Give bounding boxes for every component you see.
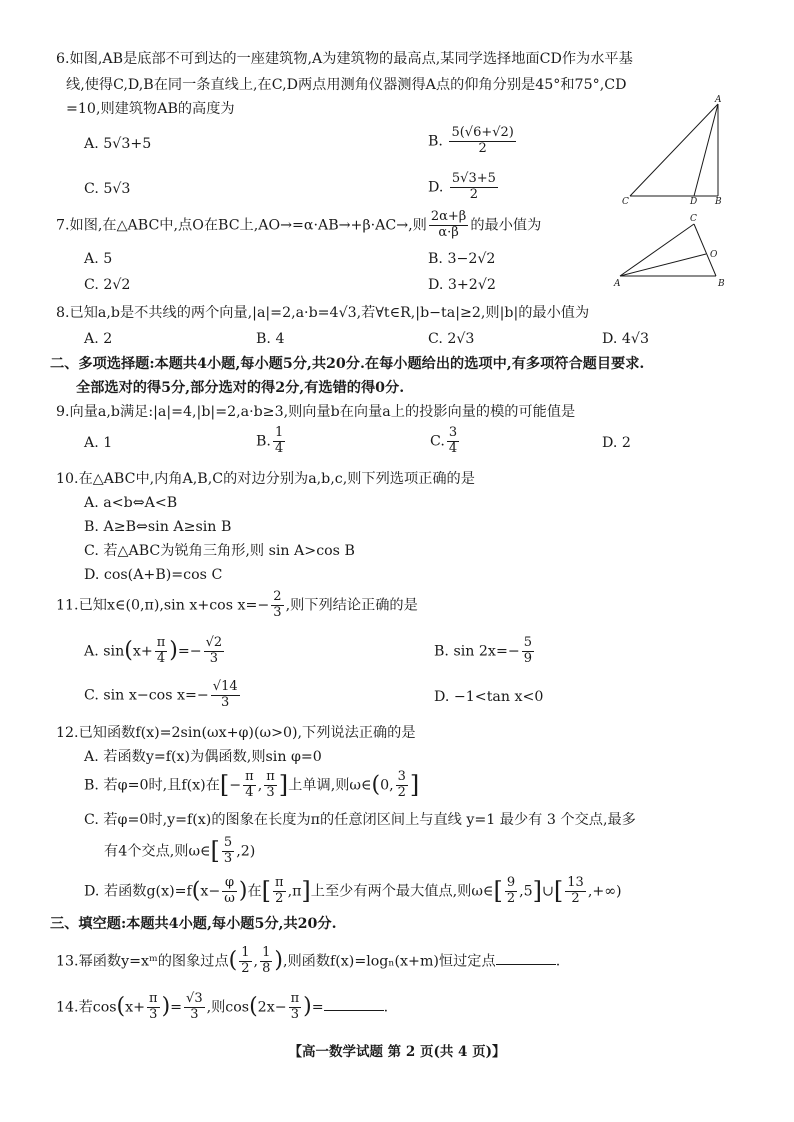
q12-c-a: 有4个交点,则ω∈ [104, 843, 211, 860]
q7-stem [56, 210, 541, 241]
q11-a-pi-num: π [156, 635, 166, 650]
q12-d-rbracket2: ] [532, 877, 543, 905]
q12-d-frac1 [222, 876, 237, 907]
q14-frac1 [147, 992, 160, 1023]
q9-stem: 9.向量a,b满足:|a|=4,|b|=2,a·b≥3,则向量b在向量a上的投影向量的模的可能值是 [56, 404, 576, 420]
q6-figure [618, 92, 728, 206]
q6-b-den: 2 [478, 140, 487, 156]
q12-d-n2: π [275, 875, 284, 891]
q11-a-pi-den: 4 [156, 650, 166, 666]
q11-b-num: 5 [523, 635, 532, 650]
section2-line2: 全部选对的得5分,部分选对的得2分,有选错的得0分. [76, 380, 405, 396]
q12-d-n1: φ [222, 876, 237, 892]
q12-b-lbracket: [ [219, 771, 230, 799]
q12-c-d: 3 [223, 851, 233, 867]
q14-answer-blank[interactable] [324, 996, 384, 1011]
q7-num: 2α+β [430, 209, 467, 224]
q12-b-b: 上单调,则ω∈ [288, 777, 372, 794]
q11-stem-den: 3 [273, 604, 282, 620]
q6-b-num: 5(√6+√2) [451, 125, 514, 140]
q9-option-c [430, 426, 461, 457]
q11-a-num: √2 [205, 635, 223, 650]
q14-n2: √3 [186, 991, 203, 1006]
q13-d1: 2 [241, 960, 250, 976]
q12-option-d [84, 876, 622, 907]
q9-c-num: 3 [448, 425, 458, 440]
q12-d-c: ,π [287, 883, 302, 900]
q12-d-n4: 13 [567, 875, 584, 891]
q13-period: . [555, 953, 561, 970]
q11-option-b [434, 636, 536, 667]
q14-lparen2: ( [249, 994, 258, 1020]
q10-option-a: A. a<b⇔A<B [84, 495, 178, 511]
q12-d-d4: 2 [571, 891, 580, 907]
q6-d-num: 5√3+5 [451, 171, 496, 186]
q8-option-a: A. 2 [84, 331, 113, 347]
q11-a-eq: =− [177, 643, 202, 660]
q11-c-frac [211, 680, 240, 711]
q11-a-rparen: ) [169, 638, 178, 664]
q6-side-da [694, 104, 718, 196]
q12-b-d1: 4 [245, 785, 254, 801]
q13-d2: 8 [262, 960, 271, 976]
q9-option-a: A. 1 [84, 435, 113, 451]
q6-label-c: C [622, 197, 629, 206]
q12-b-minus: − [229, 777, 242, 794]
q11-stem-num: 2 [273, 589, 282, 604]
q12-d-g: ∪ [542, 883, 554, 900]
q14-frac2 [184, 992, 205, 1023]
q12-b-frac3 [396, 770, 408, 801]
q13-n2: 1 [262, 945, 271, 960]
q12-d-lparen: ( [191, 878, 201, 904]
q12-option-b [84, 770, 419, 801]
q12-b-lparen: ( [371, 772, 381, 798]
q14-d2: 3 [190, 1006, 199, 1022]
q6-side-ca [630, 104, 718, 196]
q12-b-frac1 [243, 770, 256, 801]
q12-d-lbracket: [ [261, 877, 272, 905]
q11-b-frac [522, 636, 534, 667]
q14-frac3 [289, 992, 302, 1023]
q11-a-frac [204, 636, 225, 667]
q14-lparen1: ( [116, 994, 126, 1020]
q11-b-den: 9 [523, 650, 532, 666]
q14-rparen2: ) [303, 994, 312, 1020]
q12-d-d2: 2 [275, 891, 284, 907]
q13-frac1 [239, 946, 251, 977]
q10-option-c: C. 若△ABC为锐角三角形,则 sin A>cos B [84, 543, 355, 559]
q11-a-lparen: ( [124, 638, 133, 664]
q6-label-a: A [715, 95, 722, 105]
q7-option-d: D. 3+2√2 [428, 277, 496, 293]
q12-b-d2: 3 [266, 785, 275, 801]
q11-a-pi-frac [155, 636, 168, 667]
q6-option-d-prefix: D. [428, 179, 444, 196]
q12-stem: 12.已知函数f(x)=2sin(ωx+φ)(ω>0),下列说法正确的是 [56, 725, 416, 741]
q6-option-d-frac [450, 172, 498, 203]
q7-side-ac [620, 224, 694, 276]
q12-b-n2: π [266, 769, 275, 785]
q12-b-n1: π [245, 769, 254, 785]
q7-label-a: A [614, 279, 621, 289]
q12-c-frac [222, 836, 234, 867]
q7-label-b: B [718, 279, 725, 289]
q8-option-d: D. 4√3 [602, 331, 649, 347]
q14-a: 14.若cos [56, 999, 117, 1016]
q6-option-c: C. 5√3 [84, 181, 131, 197]
q7-stem-a: 7.如图,在△ABC中,点O在BC上,AO→=α·AB→+β·AC→,则 [56, 217, 427, 234]
q11-option-c [84, 680, 242, 711]
q12-option-c-line1: C. 若φ=0时,y=f(x)的图象在长度为π的任意闭区间上与直线 y=1 最少有 3 个交点,最多 [84, 812, 636, 828]
q14-c: = [311, 999, 324, 1016]
q11-c-prefix: C. sin x−cos x=− [84, 687, 209, 704]
q12-b-rbracket2: ] [409, 771, 420, 799]
q13-lparen: ( [228, 948, 238, 974]
q12-b-n3: 3 [397, 769, 406, 785]
q13-a: 13.幂函数y=xᵐ的图象过点 [56, 953, 229, 970]
q14-rparen1: ) [161, 994, 171, 1020]
q7-label-o: O [710, 250, 718, 260]
q11-a-den: 3 [209, 650, 219, 666]
q9-option-c-prefix: C. [430, 433, 445, 450]
q12-d-a: D. 若函数g(x)=f [84, 883, 192, 900]
q14-period: . [383, 999, 389, 1016]
q9-option-b-prefix: B. [256, 433, 271, 450]
q12-d-in: x− [200, 883, 221, 900]
q6-line2: 线,使得C,D,B在同一条直线上,在C,D两点用测角仪器测得A点的仰角分别是45°和75°,CD [66, 77, 627, 93]
q6-d-den: 2 [469, 186, 479, 202]
q12-c-lbracket: [ [210, 837, 220, 865]
q11-stem-frac [271, 590, 283, 621]
q12-b-a: B. 若φ=0时,且f(x)在 [84, 777, 220, 794]
q9-b-den: 4 [274, 440, 284, 456]
q7-stem-b: 的最小值为 [470, 217, 542, 234]
q11-a-inner: x+ [132, 643, 153, 660]
q13-answer-blank[interactable] [496, 950, 556, 965]
q12-d-b: 在 [247, 883, 262, 900]
q14-b: ,则cos [206, 999, 250, 1016]
q14-in1: x+ [125, 999, 146, 1016]
q6-option-b-frac [449, 126, 515, 157]
q13-rparen: ) [274, 948, 283, 974]
q6-line1: 6.如图,AB是底部不可到达的一座建筑物,A为建筑物的最高点,某同学选择地面CD作为水平基 [56, 51, 633, 67]
q12-d-frac2 [273, 876, 286, 907]
q14-in2: 2x− [257, 999, 287, 1016]
q14-n3: π [290, 991, 300, 1006]
q12-b-zero: 0, [380, 777, 394, 794]
q9-option-d: D. 2 [602, 435, 631, 451]
q14-stem [56, 992, 388, 1023]
q9-b-num: 1 [274, 425, 284, 440]
q11-stem-a: 11.已知x∈(0,π),sin x+cos x=− [56, 597, 270, 614]
q8-option-c: C. 2√3 [428, 331, 475, 347]
q13-n1: 1 [241, 945, 250, 960]
q10-stem: 10.在△ABC中,内角A,B,C的对边分别为a,b,c,则下列选项正确的是 [56, 471, 475, 487]
q14-d3: 3 [290, 1006, 299, 1022]
q7-option-b: B. 3−2√2 [428, 251, 496, 267]
q12-b-d3: 2 [397, 785, 406, 801]
q10-option-b: B. A≥B⇔sin A≥sin B [84, 519, 232, 535]
q6-option-b [428, 126, 518, 157]
q8-option-b: B. 4 [256, 331, 285, 347]
q7-option-c: C. 2√2 [84, 277, 131, 293]
q12-d-frac3 [505, 876, 517, 907]
q12-c-n: 5 [223, 835, 233, 851]
q11-stem-b: ,则下列结论正确的是 [285, 597, 418, 614]
q12-d-n3: 9 [506, 875, 516, 891]
q8-stem: 8.已知a,b是不共线的两个向量,|a|=2,a·b=4√3,若∀t∈R,|b−ta|≥2,则|b|的最小值为 [56, 305, 590, 321]
q6-line3: =10,则建筑物AB的高度为 [66, 101, 235, 117]
q12-d-frac4 [565, 876, 586, 907]
q6-label-d: D [690, 197, 698, 206]
q12-d-h: ,+∞) [587, 883, 622, 900]
q11-option-d: D. −1<tan x<0 [434, 689, 544, 705]
q6-option-b-prefix: B. [428, 133, 443, 150]
page-footer: 【高一数学试题 第 2 页(共 4 页)】 [288, 1044, 506, 1060]
q6-option-d [428, 172, 500, 203]
q9-option-b [256, 426, 287, 457]
q14-n1: π [149, 991, 158, 1006]
q9-b-frac [273, 426, 285, 457]
q11-b-prefix: B. sin 2x=− [434, 643, 520, 660]
q12-d-e: 上至少有两个最大值点,则ω∈ [310, 883, 494, 900]
q12-c-b: ,2) [236, 843, 256, 860]
q11-c-num: √14 [212, 679, 238, 694]
q12-d-lbracket3: [ [553, 877, 564, 905]
q13-b: ,则函数f(x)=logₙ(x+m)恒过定点 [282, 953, 496, 970]
q12-b-comma: , [257, 777, 263, 794]
q7-segment-ao [620, 254, 706, 276]
q12-d-rparen: ) [238, 878, 248, 904]
q12-d-d1: ω [224, 891, 235, 907]
q7-figure [612, 212, 734, 290]
q12-d-f: ,5 [519, 883, 533, 900]
q13-comma: , [253, 953, 259, 970]
q12-b-rbracket: ] [278, 771, 289, 799]
q12-d-rbracket: ] [301, 877, 311, 905]
q6-label-b: B [715, 197, 722, 206]
q9-c-frac [447, 426, 459, 457]
q14-d1: 3 [149, 1006, 158, 1022]
q11-stem [56, 590, 418, 621]
q11-a-prefix: A. sin [84, 643, 125, 660]
q14-eq: = [170, 999, 183, 1016]
q11-c-den: 3 [221, 694, 230, 710]
q12-d-lbracket2: [ [493, 877, 503, 905]
q9-c-den: 4 [448, 440, 458, 456]
q12-option-c-line2 [104, 836, 255, 867]
q13-frac2 [260, 946, 272, 977]
q12-option-a: A. 若函数y=f(x)为偶函数,则sin φ=0 [84, 749, 322, 765]
section3-heading: 三、填空题:本题共4小题,每小题5分,共20分. [50, 916, 337, 932]
q11-option-a [84, 636, 226, 667]
section2-line1: 二、多项选择题:本题共4小题,每小题5分,共20分.在每小题给出的选项中,有多项符合题目要求. [50, 356, 645, 372]
q7-label-c: C [690, 214, 697, 224]
q10-option-d: D. cos(A+B)=cos C [84, 567, 223, 583]
q7-den: α·β [438, 224, 459, 240]
q6-option-a: A. 5√3+5 [84, 136, 152, 152]
q7-frac [429, 210, 468, 241]
q7-option-a: A. 5 [84, 251, 113, 267]
q13-stem [56, 946, 560, 977]
q12-d-d3: 2 [506, 891, 516, 907]
q12-b-frac2 [264, 770, 277, 801]
